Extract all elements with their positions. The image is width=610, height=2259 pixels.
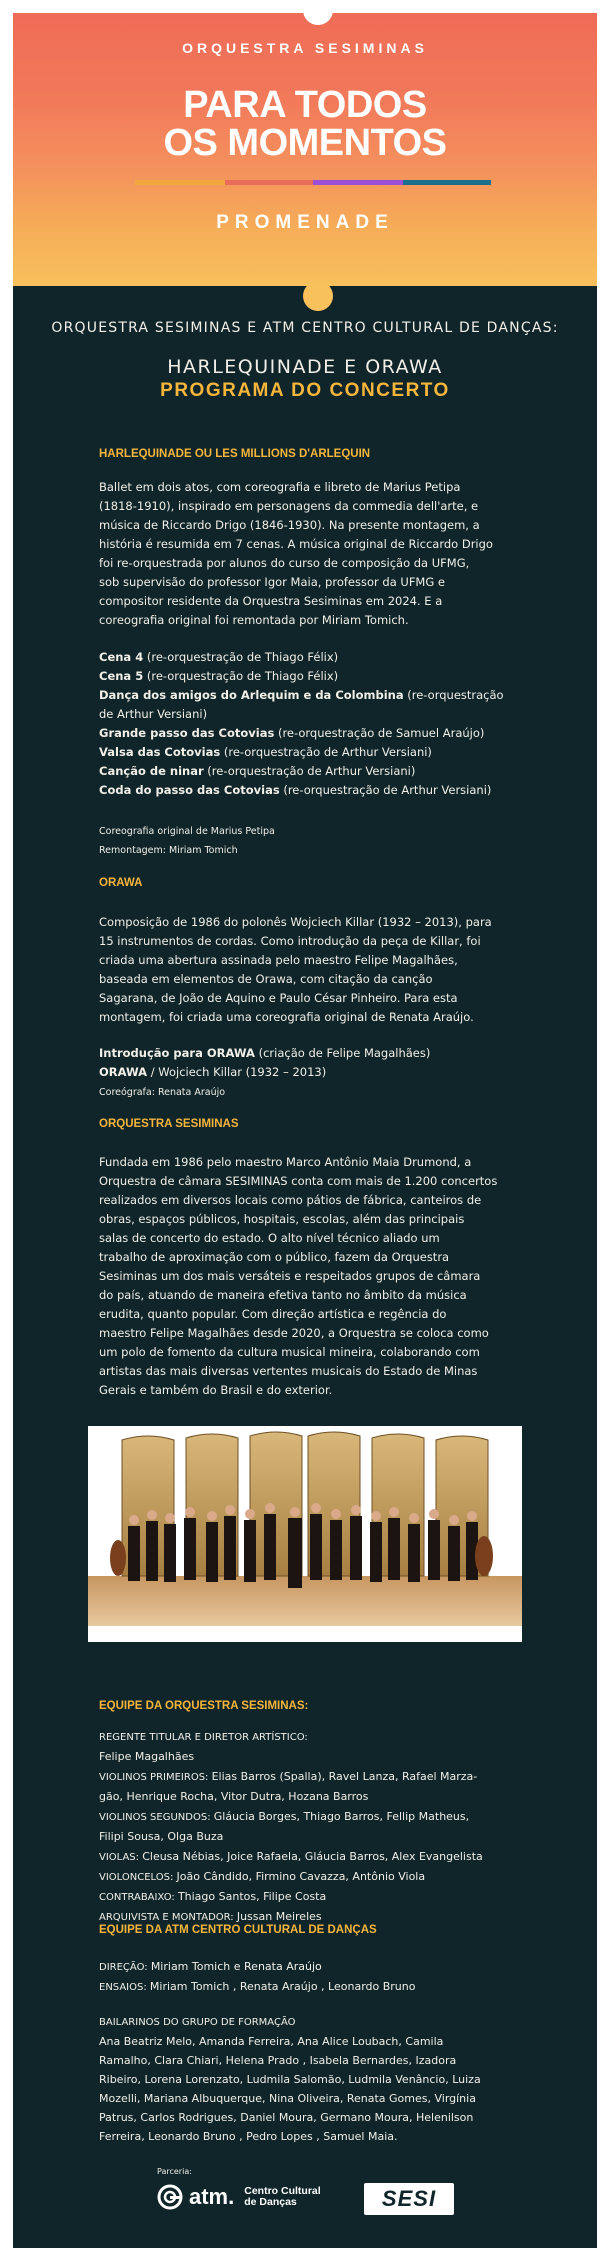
team-line: VIOLINOS SEGUNDOS: Gláucia Borges, Thiago Barros, Fellip Matheus, — [99, 1810, 470, 1823]
atm-description: Centro Cultural de Danças — [244, 2185, 321, 2208]
orawa-choreographer: Coreógrafa: Renata Araújo — [99, 1087, 226, 1098]
text-line: foi re-orquestrada por alunos do curso de composição da UFMG, — [99, 556, 470, 570]
hero-title — [0, 86, 610, 162]
orquestra-heading-wrap — [99, 1118, 514, 1130]
team-line: Felipe Magalhães — [99, 1750, 195, 1763]
text-line: 15 instrumentos de cordas. Como introdução da peça de Killar, foi — [99, 934, 481, 948]
text-line: baseada em elementos de Orawa, com citação da canção — [99, 972, 433, 986]
team-line: Filipi Sousa, Olga Buza — [99, 1830, 224, 1843]
text-line: compositor residente da Orquestra Sesiminas em 2024. E a — [99, 594, 443, 608]
top-notch — [303, 13, 333, 25]
scene-item: Cena 5 (re-orquestração de Thiago Félix) — [99, 669, 339, 683]
team-line: ARQUIVISTA E MONTADOR: Jussan Meireles — [99, 1910, 322, 1923]
orawa-description — [99, 913, 514, 1027]
atm-logo — [157, 2182, 321, 2212]
text-line: (1818-1910), inspirado em personagens da commedia dell'arte, e — [99, 499, 479, 513]
orawa-items — [99, 1044, 514, 1082]
color-bar-segment — [313, 180, 403, 185]
team-orquestra-list — [99, 1727, 514, 1927]
scene-item: de Arthur Versiani) — [99, 707, 208, 721]
concert-title-accent: PROGRAMA DO CONCERTO — [160, 380, 450, 401]
text-line: Orquestra de câmara SESIMINAS conta com mais de 1.200 concertos — [99, 1174, 498, 1188]
orawa-item: Introdução para ORAWA (criação de Felipe Magalhães) — [99, 1046, 431, 1060]
harlequinade-description — [99, 478, 514, 630]
text-line: Ribeiro, Lorena Lorenzato, Ludmila Salomão, Ludmila Venâncio, Luiza — [99, 2073, 481, 2086]
team-line: ENSAIOS: Miriam Tomich , Renata Araújo , Leonardo Bruno — [99, 1980, 416, 1993]
text-line: maestro Felipe Magalhães desde 2020, a Orquestra se coloca como — [99, 1326, 489, 1340]
atm-swirl-icon — [157, 2184, 183, 2210]
sesi-logo — [364, 2183, 454, 2215]
team-orquestra-heading: EQUIPE DA ORQUESTRA SESIMINAS: — [99, 1700, 309, 1712]
color-bar-segment — [225, 180, 313, 185]
scene-item: Valsa das Cotovias (re-orquestração de Arthur Versiani) — [99, 745, 432, 759]
orchestra-photo — [88, 1426, 522, 1642]
scene-item: Coda do passo das Cotovias (re-orquestração de Arthur Versiani) — [99, 783, 492, 797]
text-line: Sesiminas um dos mais versáteis e respeitados grupos de câmara — [99, 1269, 481, 1283]
team-atm-heading: EQUIPE DA ATM CENTRO CULTURAL DE DANÇAS — [99, 1924, 377, 1936]
middle-notch — [303, 281, 333, 311]
team-line: VIOLINOS PRIMEIROS: Elias Barros (Spalla), Ravel Lanza, Rafael Marza- — [99, 1770, 478, 1783]
orquestra-heading: ORQUESTRA SESIMINAS — [99, 1118, 239, 1130]
scene-item: Canção de ninar (re-orquestração de Arthur Versiani) — [99, 764, 416, 778]
team-atm-heading-wrap — [99, 1924, 514, 1936]
orchestra-photo-illustration — [88, 1426, 522, 1642]
text-line: sob supervisão do professor Igor Maia, professor da UFMG e — [99, 575, 445, 589]
team-orquestra-heading-wrap — [99, 1700, 514, 1712]
text-line: trabalho de aproximação com o público, fazem da Orquestra — [99, 1250, 450, 1264]
text-line: realizados em diversos locais como pátios de fábrica, canteiros de — [99, 1193, 482, 1207]
text-line: Sagarana, de João de Aquino e Paulo César Pinheiro. Para esta — [99, 991, 458, 1005]
scene-list — [99, 648, 514, 800]
harlequinade-heading-wrap — [99, 448, 514, 460]
orawa-heading: ORAWA — [99, 877, 143, 889]
harlequinade-heading: HARLEQUINADE OU LES MILLIONS D'ARLEQUIN — [99, 448, 371, 460]
hero-subtitle: PROMENADE — [216, 212, 394, 233]
atm-wordmark: atm. — [189, 2184, 235, 2209]
orawa-heading-wrap — [99, 877, 514, 889]
team-line: REGENTE TITULAR E DIRETOR ARTÍSTICO: — [99, 1732, 308, 1743]
text-line: do país, atuando de maneira efetiva tanto no âmbito da música — [99, 1288, 467, 1302]
concert-title: HARLEQUINADE E ORAWA — [167, 356, 443, 378]
text-line: Composição de 1986 do polonês Wojciech Killar (1932 – 2013), para — [99, 915, 492, 929]
team-line: gão, Henrique Rocha, Vitor Dutra, Hozana Barros — [99, 1790, 369, 1803]
text-line: Gerais e também do Brasil e do exterior. — [99, 1383, 333, 1397]
team-line: DIREÇÃO: Miriam Tomich e Renata Araújo — [99, 1960, 322, 1973]
text-line: história é resumida em 7 cenas. A música original de Riccardo Drigo — [99, 537, 493, 551]
scene-item: Grande passo das Cotovias (re-orquestração de Samuel Araújo) — [99, 726, 485, 740]
text-line: salas de concerto do estado. O alto nível técnico aliado um — [99, 1231, 440, 1245]
text-line: Ramalho, Clara Chiari, Helena Prado , Isabela Bernardes, Izadora — [99, 2054, 457, 2067]
text-line: um polo de fomento da cultura musical mineira, colaborando com — [99, 1345, 480, 1359]
sesi-wordmark: SESI — [381, 2186, 437, 2211]
orawa-item: ORAWA / Wojciech Killar (1932 – 2013) — [99, 1065, 327, 1079]
text-line: artistas das mais diversas vertentes musicais do Estado de Minas — [99, 1364, 478, 1378]
color-bar-segment — [403, 180, 491, 185]
org-line: ORQUESTRA SESIMINAS E ATM CENTRO CULTURAL DE DANÇAS: — [51, 320, 559, 336]
text-line: criada uma abertura assinada pelo maestro Felipe Magalhães, — [99, 953, 458, 967]
hero-title-line2: OS MOMENTOS — [163, 122, 447, 164]
team-atm-list — [99, 1957, 514, 1997]
credit-choreo: Coreografia original de Marius Petipa — [99, 826, 275, 837]
dancers-heading: BAILARINOS DO GRUPO DE FORMAÇÃO — [99, 2017, 296, 2028]
text-line: montagem, foi criada uma coreografia original de Renata Araújo. — [99, 1010, 474, 1024]
text-line: Fundada em 1986 pelo maestro Marco Antônio Maia Drumond, a — [99, 1155, 472, 1169]
team-line: CONTRABAIXO: Thiago Santos, Filipe Costa — [99, 1890, 327, 1903]
harlequinade-credits — [99, 822, 514, 860]
text-line: obras, espaços públicos, hospitais, escolas, além das principais — [99, 1212, 465, 1226]
text-line: erudita, quanto popular. Com direção artística e regência do — [99, 1307, 447, 1321]
scene-item: Cena 4 (re-orquestração de Thiago Félix) — [99, 650, 339, 664]
scene-item: Dança dos amigos do Arlequim e da Colombina (re-orquestração — [99, 688, 504, 702]
dancers-list — [99, 2013, 514, 2146]
color-bar-segment — [135, 180, 225, 185]
text-line: Mozelli, Mariana Albuquerque, Nina Oliveira, Renata Gomes, Virgínia — [99, 2092, 476, 2105]
text-line: Ferreira, Leonardo Bruno , Pedro Lopes , Samuel Maia. — [99, 2130, 398, 2143]
hero-kicker: ORQUESTRA SESIMINAS — [182, 40, 428, 56]
orquestra-description — [99, 1153, 514, 1400]
text-line: coreografia original foi remontada por Miriam Tomich. — [99, 613, 409, 627]
team-line: VIOLAS: Cleusa Nébias, Joice Rafaela, Gláucia Barros, Alex Evangelista — [99, 1850, 483, 1863]
text-line: Ballet em dois atos, com coreografia e libreto de Marius Petipa — [99, 480, 461, 494]
credit-remount: Remontagem: Miriam Tomich — [99, 845, 238, 856]
hero-title-line1: PARA TODOS — [183, 84, 427, 126]
team-line: VIOLONCELOS: João Cândido, Firmino Cavazza, Antônio Viola — [99, 1870, 426, 1883]
text-line: Patrus, Carlos Rodrigues, Daniel Moura, Germano Moura, Helenilson — [99, 2111, 474, 2124]
text-line: Ana Beatriz Melo, Amanda Ferreira, Ana Alice Loubach, Camila — [99, 2035, 444, 2048]
text-line: música de Riccardo Drigo (1846-1930). Na presente montagem, a — [99, 518, 480, 532]
partners-label: Parceria: — [157, 2167, 192, 2176]
